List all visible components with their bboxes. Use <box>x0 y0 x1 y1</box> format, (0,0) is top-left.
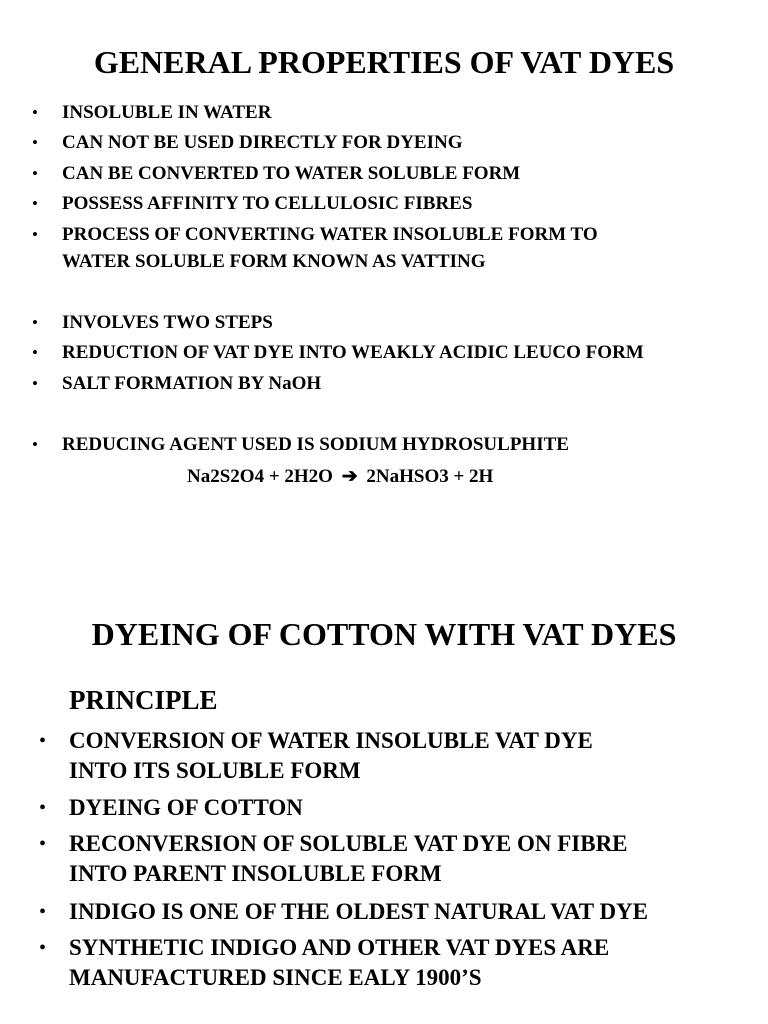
list-item-text: SYNTHETIC INDIGO AND OTHER VAT DYES ARE <box>69 935 610 960</box>
list-item <box>0 897 768 927</box>
principle-heading: PRINCIPLE <box>69 685 218 715</box>
bullet-icon: • <box>39 730 47 752</box>
list-item-text: SALT FORMATION BY NaOH <box>62 373 322 394</box>
list-item <box>0 933 768 993</box>
list-item-text: INSOLUBLE IN WATER <box>62 102 272 123</box>
bullet-icon: • <box>32 343 38 362</box>
list-item <box>0 726 768 786</box>
bullet-icon: • <box>39 901 47 923</box>
bullet-icon: • <box>32 194 38 213</box>
list-item <box>0 340 768 366</box>
bullet-icon: • <box>32 164 38 183</box>
list-item <box>0 371 768 397</box>
list-item <box>0 310 768 336</box>
list-item <box>0 829 768 889</box>
section1-title: GENERAL PROPERTIES OF VAT DYES <box>93 44 675 80</box>
list-item-text: CAN NOT BE USED DIRECTLY FOR DYEING <box>62 132 463 153</box>
section2-title: DYEING OF COTTON WITH VAT DYES <box>91 616 677 652</box>
list-item-text-continued: MANUFACTURED SINCE EALY 1900’S <box>69 965 482 990</box>
reaction-arrow-icon: ➔ <box>341 466 358 487</box>
bullet-icon: • <box>39 833 47 855</box>
list-item-text: REDUCING AGENT USED IS SODIUM HYDROSULPHITE <box>62 434 569 455</box>
chemical-equation <box>187 464 493 490</box>
list-item <box>0 130 768 156</box>
list-item-text: REDUCTION OF VAT DYE INTO WEAKLY ACIDIC LEUCO FORM <box>62 342 644 363</box>
list-item-text: CONVERSION OF WATER INSOLUBLE VAT DYE <box>69 728 593 753</box>
list-item-text: DYEING OF COTTON <box>69 795 303 820</box>
list-item-text-continued: WATER SOLUBLE FORM KNOWN AS VATTING <box>62 251 486 272</box>
bullet-icon: • <box>32 103 38 122</box>
list-item <box>0 161 768 187</box>
list-item <box>0 191 768 217</box>
bullet-icon: • <box>39 937 47 959</box>
list-item-text: RECONVERSION OF SOLUBLE VAT DYE ON FIBRE <box>69 831 628 856</box>
list-item-text: POSSESS AFFINITY TO CELLULOSIC FIBRES <box>62 193 473 214</box>
bullet-icon: • <box>32 374 38 393</box>
list-item <box>0 222 768 276</box>
list-item-text: PROCESS OF CONVERTING WATER INSOLUBLE FORM TO <box>62 224 598 245</box>
list-item-text: CAN BE CONVERTED TO WATER SOLUBLE FORM <box>62 163 521 184</box>
bullet-icon: • <box>39 797 47 819</box>
list-item <box>0 100 768 126</box>
list-item-text-continued: INTO ITS SOLUBLE FORM <box>69 758 361 783</box>
equation-products: 2NaHSO3 + 2H <box>366 466 494 487</box>
list-item-text-continued: INTO PARENT INSOLUBLE FORM <box>69 861 442 886</box>
equation-reactants: Na2S2O4 + 2H2O <box>187 466 333 487</box>
list-item-text: INVOLVES TWO STEPS <box>62 312 273 333</box>
bullet-icon: • <box>32 435 38 454</box>
bullet-icon: • <box>32 313 38 332</box>
list-item <box>0 793 768 823</box>
list-item <box>0 432 768 458</box>
list-item-text: INDIGO IS ONE OF THE OLDEST NATURAL VAT DYE <box>69 899 648 924</box>
bullet-icon: • <box>32 133 38 152</box>
bullet-icon: • <box>32 225 38 244</box>
